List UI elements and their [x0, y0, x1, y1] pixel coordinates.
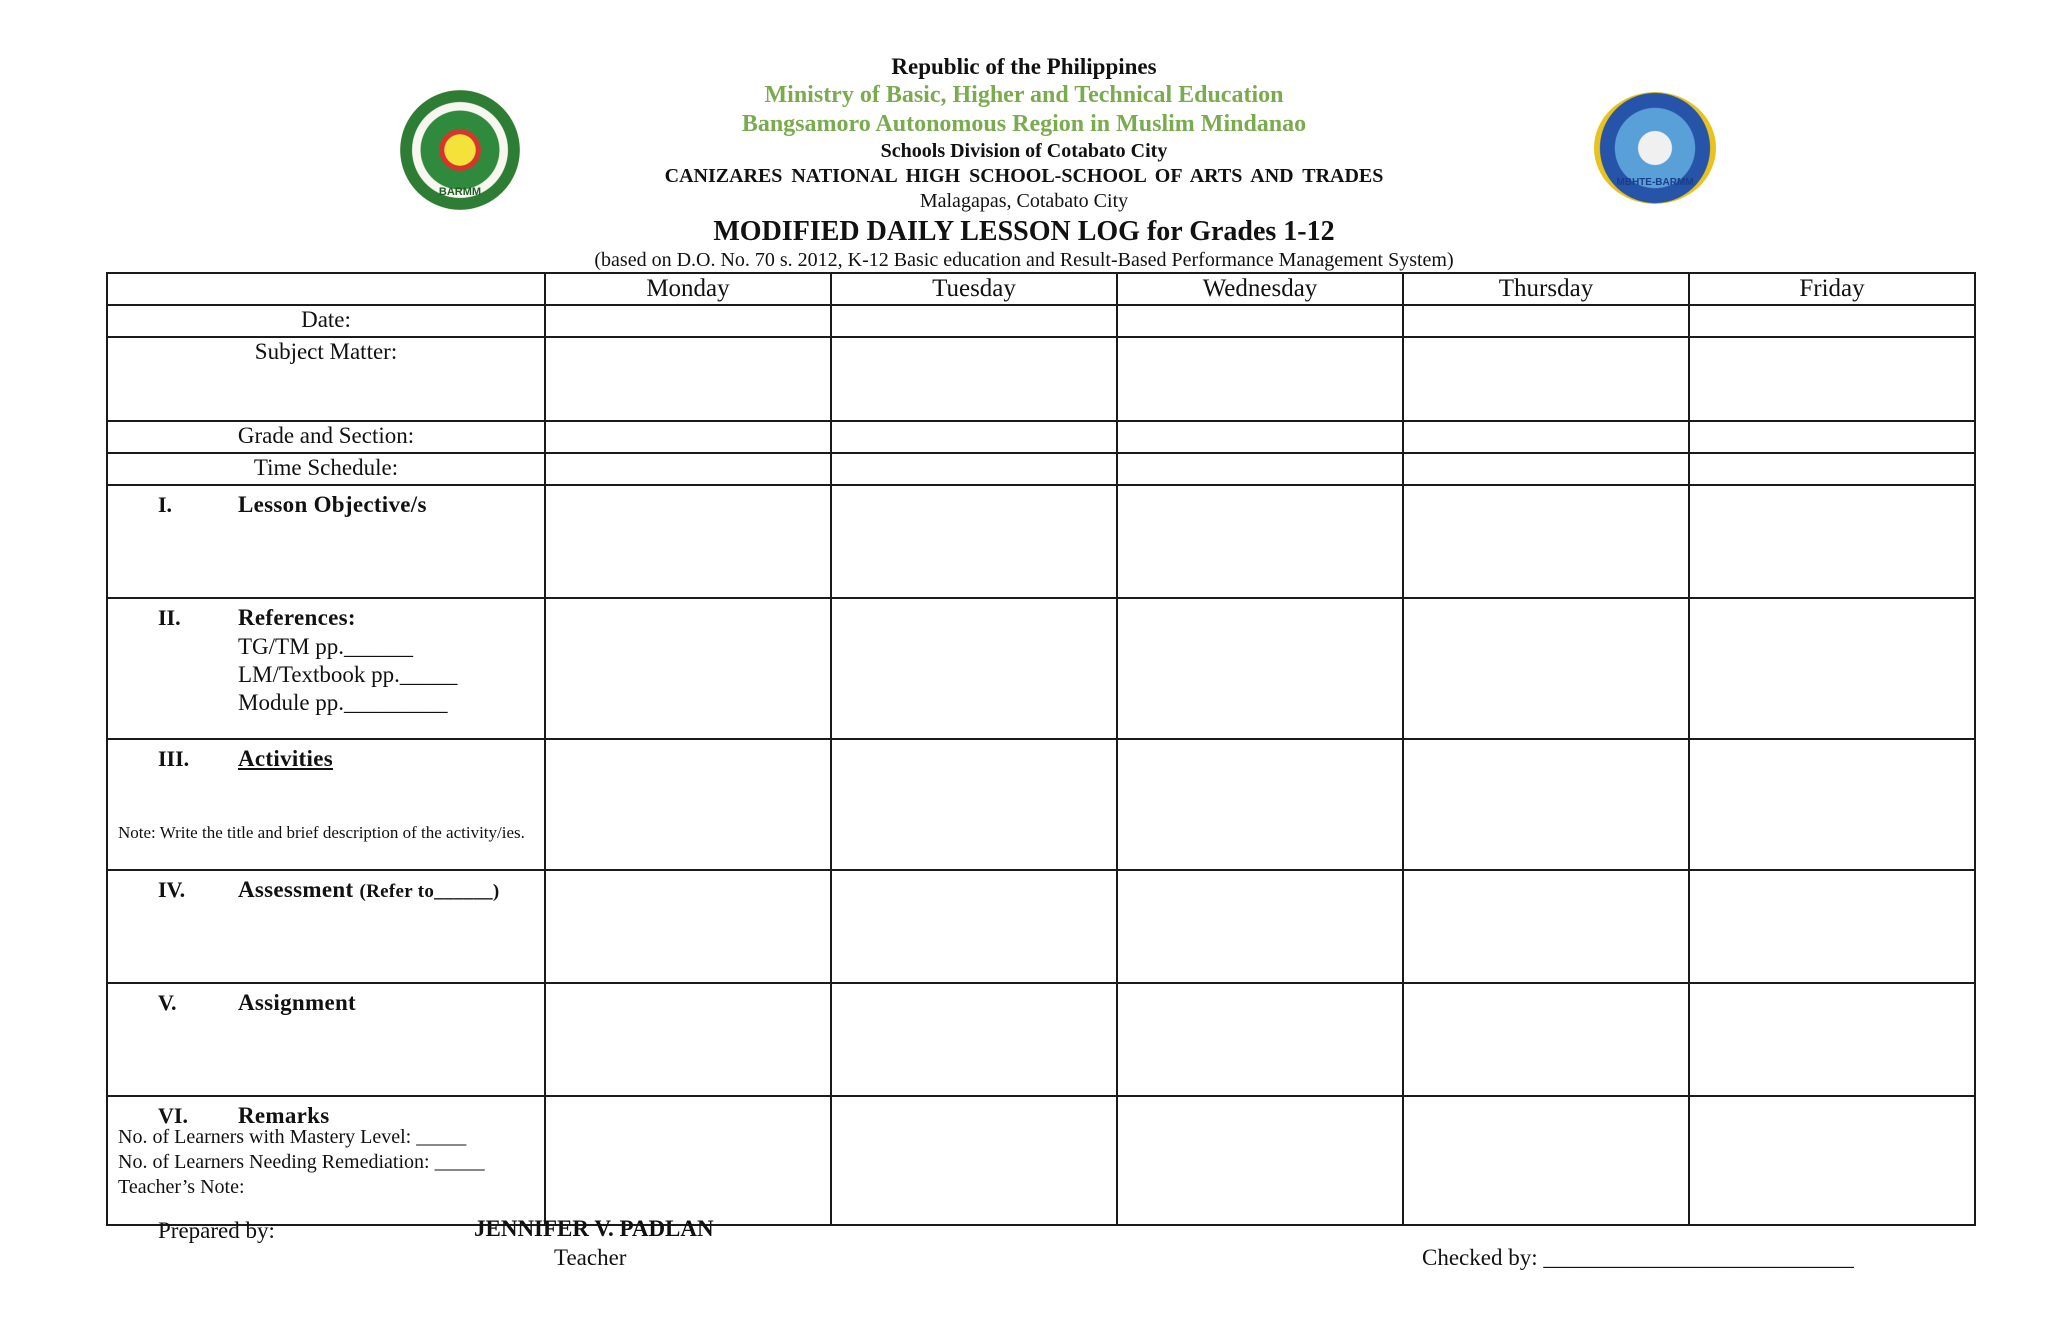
assignment-title: Assignment	[238, 990, 357, 1015]
references-title: References:	[238, 605, 356, 630]
cotabato-division-seal-icon	[1594, 92, 1716, 204]
date-cell[interactable]	[1117, 305, 1403, 337]
objective-number: I.	[158, 492, 173, 517]
grade-cell[interactable]	[1689, 421, 1975, 453]
lesson-log-table	[106, 272, 1976, 1226]
activities-cell[interactable]	[1689, 739, 1975, 870]
subject-label: Subject Matter:	[107, 337, 545, 421]
grade-cell[interactable]	[545, 421, 831, 453]
republic-line: Republic of the Philippines	[891, 54, 1157, 79]
remarks-cell[interactable]	[1403, 1096, 1689, 1225]
grade-label: Grade and Section:	[107, 421, 545, 453]
date-cell[interactable]	[545, 305, 831, 337]
activities-cell[interactable]	[1403, 739, 1689, 870]
subject-cell[interactable]	[1403, 337, 1689, 421]
region-line: Bangsamoro Autonomous Region in Muslim Mindanao	[741, 111, 1307, 137]
references-cell[interactable]	[1689, 598, 1975, 739]
objective-cell[interactable]	[1403, 485, 1689, 598]
assignment-label-cell	[107, 983, 545, 1096]
day-thursday: Thursday	[1403, 273, 1689, 305]
subject-cell[interactable]	[1689, 337, 1975, 421]
assessment-cell[interactable]	[545, 870, 831, 983]
references-row	[107, 598, 1975, 739]
time-row	[107, 453, 1975, 485]
day-monday: Monday	[545, 273, 831, 305]
assignment-cell[interactable]	[1403, 983, 1689, 1096]
day-header-row	[107, 273, 1975, 305]
checked-by-line: Checked by: ___________________________	[1422, 1245, 1854, 1270]
assignment-number: V.	[158, 990, 177, 1015]
assessment-label-cell	[107, 870, 545, 983]
subject-cell[interactable]	[831, 337, 1117, 421]
teacher-role: Teacher	[554, 1245, 627, 1270]
objective-row	[107, 485, 1975, 598]
grade-cell[interactable]	[1117, 421, 1403, 453]
assessment-cell[interactable]	[1117, 870, 1403, 983]
school-line: CANIZARES NATIONAL HIGH SCHOOL-SCHOOL OF ARTS AND TRADES	[664, 165, 1384, 187]
remarks-cell[interactable]	[1117, 1096, 1403, 1225]
remarks-title: Remarks	[238, 1103, 330, 1128]
references-cell[interactable]	[545, 598, 831, 739]
assignment-cell[interactable]	[831, 983, 1117, 1096]
date-cell[interactable]	[831, 305, 1117, 337]
document-subtitle: (based on D.O. No. 70 s. 2012, K-12 Basic education and Result-Based Performance Management System)	[594, 249, 1454, 271]
time-label: Time Schedule:	[107, 453, 545, 485]
assignment-cell[interactable]	[1117, 983, 1403, 1096]
references-cell[interactable]	[1117, 598, 1403, 739]
day-wednesday: Wednesday	[1117, 273, 1403, 305]
activities-cell[interactable]	[1117, 739, 1403, 870]
references-cell[interactable]	[1403, 598, 1689, 739]
document-header	[0, 52, 2048, 272]
remarks-cell[interactable]	[1689, 1096, 1975, 1225]
prepared-by-label: Prepared by:	[158, 1218, 275, 1243]
activities-cell[interactable]	[545, 739, 831, 870]
date-cell[interactable]	[1689, 305, 1975, 337]
objective-cell[interactable]	[1689, 485, 1975, 598]
time-cell[interactable]	[1689, 453, 1975, 485]
assignment-cell[interactable]	[545, 983, 831, 1096]
activities-number: III.	[158, 746, 190, 771]
remarks-cell[interactable]	[831, 1096, 1117, 1225]
remarks-row	[107, 1096, 1975, 1225]
activities-title: Activities	[238, 746, 333, 771]
remarks-number: VI.	[158, 1103, 188, 1128]
references-lm: LM/Textbook pp._____	[238, 662, 458, 687]
date-cell[interactable]	[1403, 305, 1689, 337]
subject-cell[interactable]	[1117, 337, 1403, 421]
remarks-teacher-note: Teacher’s Note:	[118, 1176, 245, 1198]
references-module: Module pp._________	[238, 690, 448, 715]
assignment-cell[interactable]	[1689, 983, 1975, 1096]
division-line: Schools Division of Cotabato City	[880, 140, 1168, 162]
grade-row	[107, 421, 1975, 453]
subject-row	[107, 337, 1975, 421]
remarks-cell[interactable]	[545, 1096, 831, 1225]
time-cell[interactable]	[831, 453, 1117, 485]
activities-row	[107, 739, 1975, 870]
time-cell[interactable]	[545, 453, 831, 485]
ministry-line: Ministry of Basic, Higher and Technical Education	[764, 82, 1284, 108]
objective-cell[interactable]	[831, 485, 1117, 598]
assessment-title: Assessment	[238, 877, 354, 902]
date-row	[107, 305, 1975, 337]
remarks-mastery: No. of Learners with Mastery Level: _____	[118, 1126, 467, 1148]
assessment-cell[interactable]	[1689, 870, 1975, 983]
references-number: II.	[158, 605, 181, 630]
assessment-cell[interactable]	[1403, 870, 1689, 983]
assessment-cell[interactable]	[831, 870, 1117, 983]
assessment-number: IV.	[158, 877, 186, 902]
remarks-remediation: No. of Learners Needing Remediation: _____	[118, 1151, 485, 1173]
assessment-refer: (Refer to______)	[359, 881, 500, 902]
day-friday: Friday	[1689, 273, 1975, 305]
left-seal-text: BARMM	[438, 186, 482, 198]
subject-cell[interactable]	[545, 337, 831, 421]
document-title: MODIFIED DAILY LESSON LOG for Grades 1-12	[713, 216, 1335, 247]
objective-title: Lesson Objective/s	[238, 492, 427, 517]
teacher-name: JENNIFER V. PADLAN	[474, 1216, 714, 1241]
time-cell[interactable]	[1117, 453, 1403, 485]
activities-label-cell	[107, 739, 545, 870]
address-line: Malagapas, Cotabato City	[919, 190, 1129, 212]
date-label: Date:	[107, 305, 545, 337]
objective-label-cell	[107, 485, 545, 598]
remarks-label-cell	[107, 1096, 545, 1225]
references-label-cell	[107, 598, 545, 739]
activities-note: Note: Write the title and brief description of the activity/ies.	[118, 823, 525, 842]
references-cell[interactable]	[831, 598, 1117, 739]
objective-cell[interactable]	[1117, 485, 1403, 598]
grade-cell[interactable]	[831, 421, 1117, 453]
assessment-row	[107, 870, 1975, 983]
activities-cell[interactable]	[831, 739, 1117, 870]
blank-header-cell	[107, 273, 545, 305]
barmm-ministry-seal-icon	[400, 90, 520, 210]
grade-cell[interactable]	[1403, 421, 1689, 453]
objective-cell[interactable]	[545, 485, 831, 598]
right-seal-text: MBHTE-BARMM	[1616, 177, 1694, 188]
assignment-row	[107, 983, 1975, 1096]
day-tuesday: Tuesday	[831, 273, 1117, 305]
references-tg: TG/TM pp.______	[238, 634, 414, 659]
time-cell[interactable]	[1403, 453, 1689, 485]
